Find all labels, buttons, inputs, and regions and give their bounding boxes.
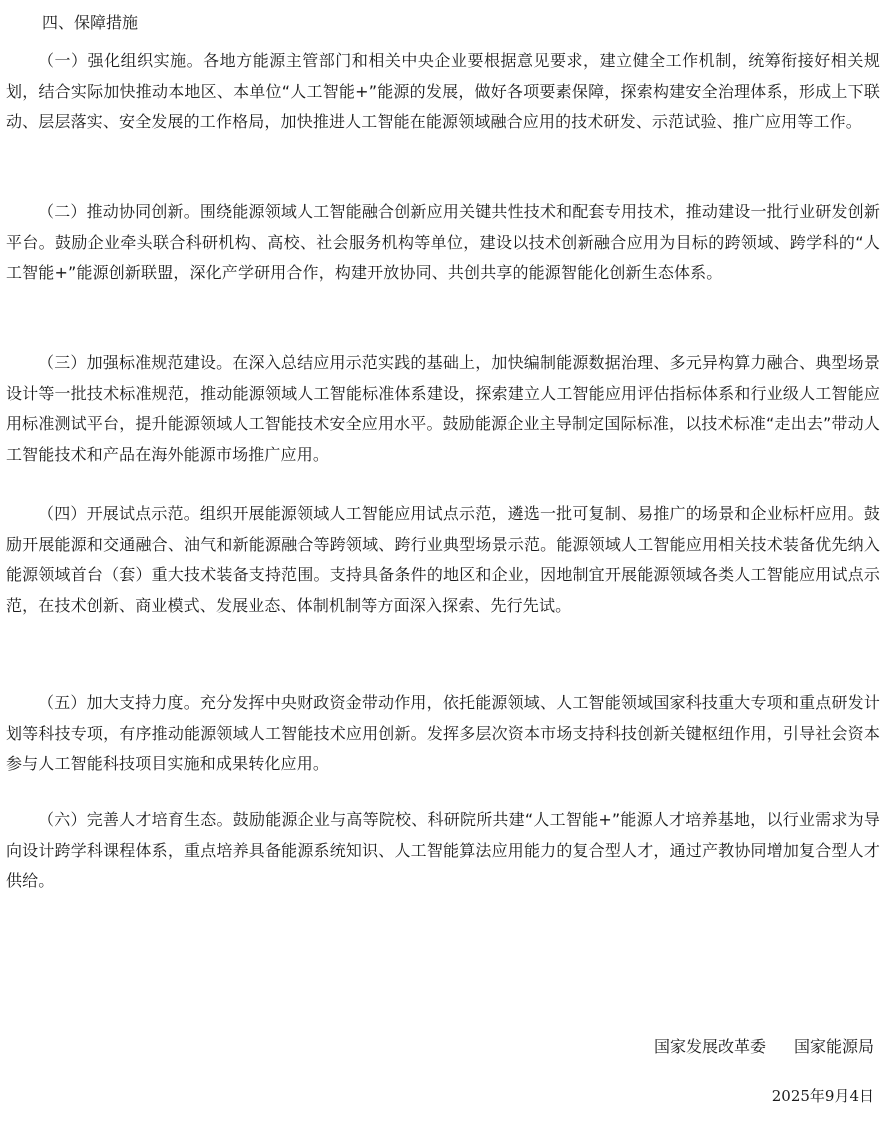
- signature-block: [654, 1036, 874, 1058]
- section-heading: 四、保障措施: [42, 13, 139, 32]
- paragraph-pilot: （四）开展试点示范。组织开展能源领域人工智能应用试点示范，遴选一批可复制、易推广的场景和企业标杆应用。鼓励开展能源和交通融合、油气和新能源融合等跨领域、跨行业典型场景示范。能源领域人工智能应用相关技术装备优先纳入能源领域首台（套）重大技术装备支持范围。支持具备条件的地区和企业，因地制宜开展能源领域各类人工智能应用试点示范，在技术创新、商业模式、发展业态、体制机制等方面深入探索、先行先试。: [6, 504, 880, 615]
- signature-org-ndrc: 国家发展改革委: [653, 1037, 766, 1056]
- paragraph-standards: （三）加强标准规范建设。在深入总结应用示范实践的基础上，加快编制能源数据治理、多元异构算力融合、典型场景设计等一批技术标准规范，推动能源领域人工智能标准体系建设，探索建立人工智能应用评估指标体系和行业级人工智能应用标准测试平台，提升能源领域人工智能技术安全应用水平。鼓励能源企业主导制定国际标准，以技术标准“走出去”带动人工智能技术和产品在海外能源市场推广应用。: [6, 353, 880, 464]
- paragraph-talent: （六）完善人才培育生态。鼓励能源企业与高等院校、科研院所共建“人工智能+”能源人才培养基地，以行业需求为导向设计跨学科课程体系，重点培养具备能源系统知识、人工智能算法应用能力的复合型人才，通过产教协同增加复合型人才供给。: [6, 810, 880, 890]
- signature-org-nea: 国家能源局: [793, 1037, 874, 1056]
- paragraph-support: （五）加大支持力度。充分发挥中央财政资金带动作用，依托能源领域、人工智能领域国家科技重大专项和重点研发计划等科技专项，有序推动能源领域人工智能技术应用创新。发挥多层次资本市场支持科技创新关键枢纽作用，引导社会资本参与人工智能科技项目实施和成果转化应用。: [6, 693, 880, 773]
- paragraph-innovation: （二）推动协同创新。围绕能源领域人工智能融合创新应用关键共性技术和配套专用技术，推动建设一批行业研发创新平台。鼓励企业牵头联合科研机构、高校、社会服务机构等单位，建设以技术创新融合应用为目标的跨领域、跨学科的“人工智能+”能源创新联盟，深化产学研用合作，构建开放协同、共创共享的能源智能化创新生态体系。: [6, 202, 880, 282]
- document-date: 2025年9月4日: [771, 1087, 874, 1105]
- paragraph-organization: （一）强化组织实施。各地方能源主管部门和相关中央企业要根据意见要求，建立健全工作机制，统筹衔接好相关规划，结合实际加快推动本地区、本单位“人工智能+”能源的发展，做好各项要素保障，探索构建安全治理体系，形成上下联动、层层落实、安全发展的工作格局，加快推进人工智能在能源领域融合应用的技术研发、示范试验、推广应用等工作。: [6, 51, 880, 131]
